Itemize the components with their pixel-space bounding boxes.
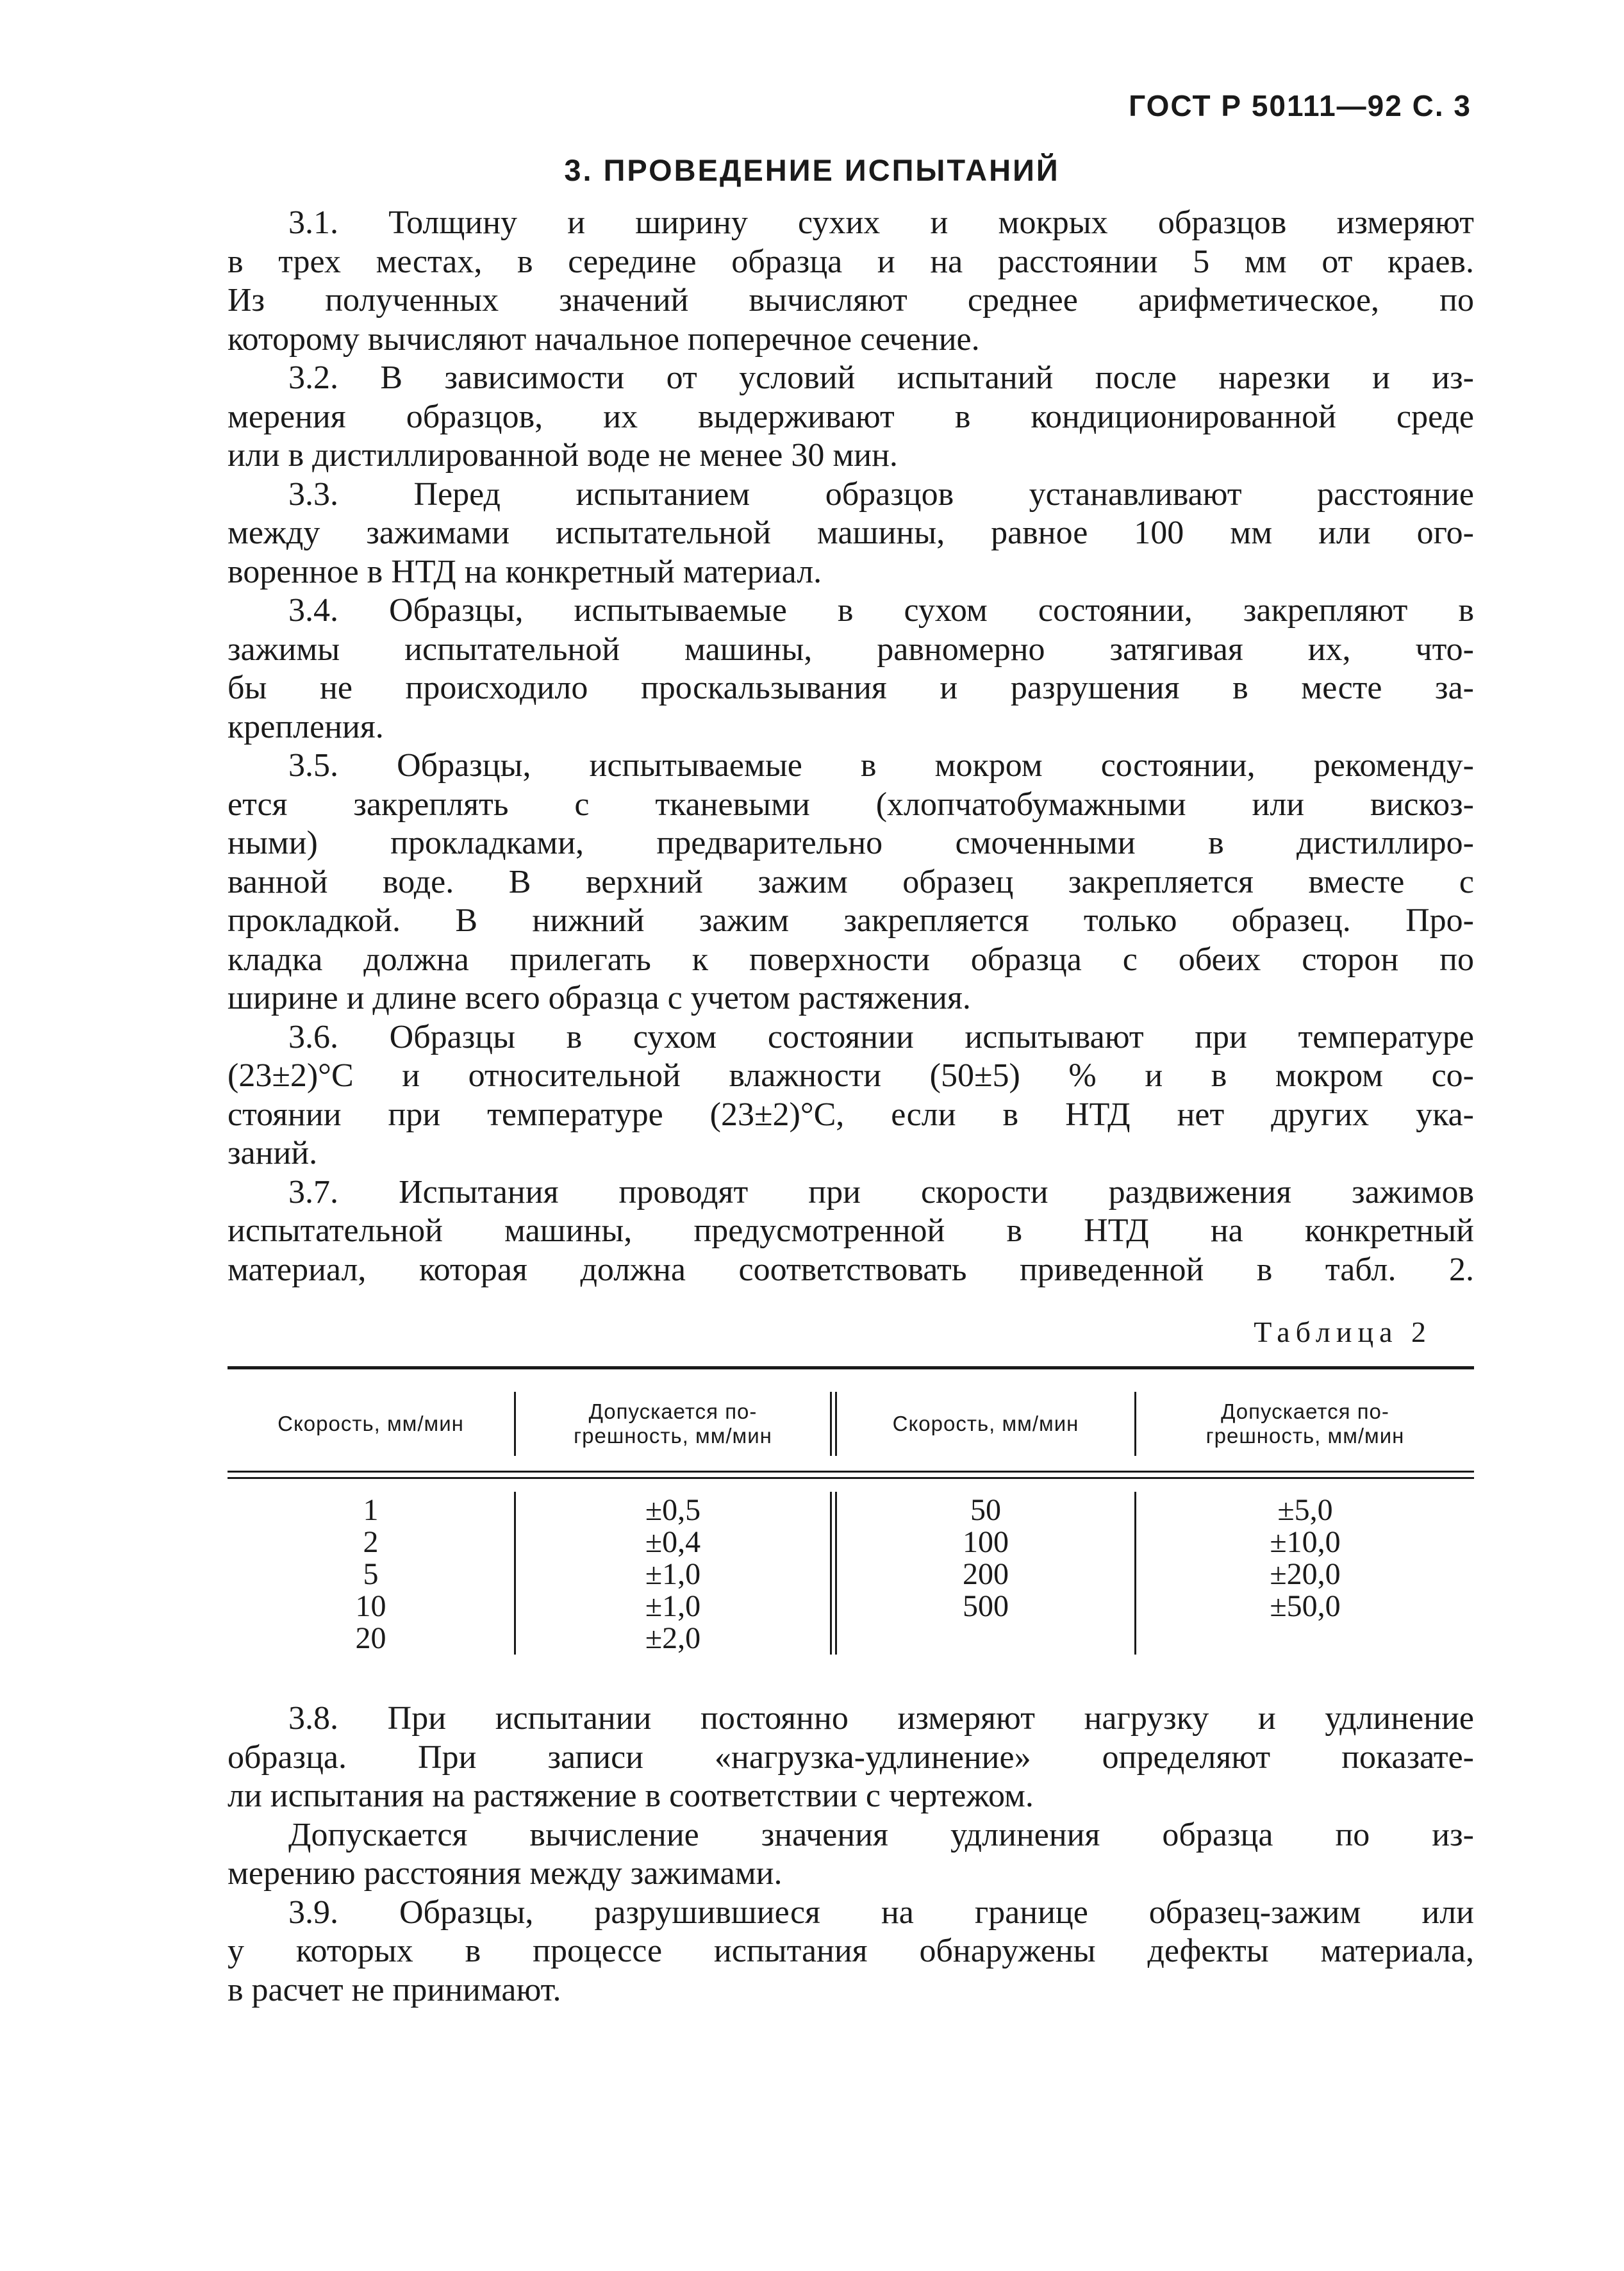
- paragraph-3-4-line: зажимы испытательной машины, равномерно затягивая их, что-: [228, 631, 1474, 668]
- table-cell: 10: [355, 1589, 386, 1623]
- table-cell: ±5,0: [1277, 1493, 1333, 1527]
- paragraph-3-9-line: в расчет не принимают.: [228, 1971, 561, 2008]
- paragraph-3-5-line: 3.5. Образцы, испытываемые в мокром состоянии, рекоменду-: [288, 747, 1474, 784]
- paragraph-3-1-line: Из полученных значений вычисляют среднее арифметическое, по: [228, 282, 1474, 318]
- table-header-rule: [228, 1471, 1474, 1473]
- paragraph-3-7-line: 3.7. Испытания проводят при скорости раздвижения зажимов: [288, 1173, 1474, 1210]
- paragraph-3-7-line: материал, которая должна соответствовать приведенной в табл. 2.: [228, 1251, 1474, 1288]
- paragraph-3-5-line: ными) прокладками, предварительно смоченными в дистиллиро-: [228, 825, 1474, 861]
- paragraph-3-3-line: между зажимами испытательной машины, равное 100 мм или ого-: [228, 515, 1474, 551]
- paragraph-3-2-line: мерения образцов, их выдерживают в кондиционированной среде: [228, 398, 1474, 435]
- paragraph-3-5-line: кладка должна прилегать к поверхности образца с обеих сторон по: [228, 941, 1474, 978]
- table-2: [228, 1366, 1474, 1679]
- table-header-speed: Скорость, мм/мин: [892, 1412, 1079, 1435]
- table-cell: ±0,4: [645, 1525, 701, 1559]
- paragraph-3-9-line: у которых в процессе испытания обнаружены дефекты материала,: [228, 1933, 1474, 1969]
- paragraph-3-6-line: (23±2)°С и относительной влажности (50±5) % и в мокром со-: [228, 1057, 1474, 1094]
- table-header-speed: Скорость, мм/мин: [278, 1412, 464, 1435]
- paragraph-3-5-line: ется закреплять с тканевыми (хлопчатобумажными или вискоз-: [228, 786, 1474, 823]
- paragraph-3-8-note-line: мерению расстояния между зажимами.: [228, 1855, 783, 1892]
- paragraph-3-6-line: стоянии при температуре (23±2)°С, если в НТД нет других ука-: [228, 1096, 1474, 1133]
- table-cell: ±10,0: [1270, 1525, 1341, 1559]
- paragraph-3-3-line: 3.3. Перед испытанием образцов устанавливают расстояние: [288, 475, 1474, 513]
- paragraph-3-6-line: заний.: [228, 1135, 318, 1171]
- table-cell: 2: [363, 1525, 379, 1559]
- table-column-tolerance-1: [516, 1494, 830, 1655]
- paragraph-3-8-line: 3.8. При испытании постоянно измеряют нагрузку и удлинение: [288, 1700, 1474, 1737]
- paragraph-3-8-line: ли испытания на растяжение в соответствии с чертежом.: [228, 1778, 1034, 1814]
- table-cell: 5: [363, 1557, 379, 1591]
- paragraph-3-6-line: 3.6. Образцы в сухом состоянии испытывают при температуре: [288, 1018, 1474, 1055]
- table-header-tolerance: Допускается по- грешность, мм/мин: [574, 1400, 772, 1448]
- table-cell: 100: [963, 1525, 1009, 1559]
- table-cell: ±50,0: [1270, 1589, 1341, 1623]
- table-top-rule: [228, 1366, 1474, 1369]
- paragraph-3-5-line: ширине и длине всего образца с учетом растяжения.: [228, 980, 971, 1016]
- table-cell: 1: [363, 1493, 379, 1527]
- table-cell: 200: [963, 1557, 1009, 1591]
- table-column-divider: [830, 1392, 832, 1456]
- paragraph-3-2-line: 3.2. В зависимости от условий испытаний после нарезки и из-: [288, 359, 1474, 396]
- paragraph-3-2-line: или в дистиллированной воде не менее 30 мин.: [228, 437, 898, 474]
- table-cell: ±20,0: [1270, 1557, 1341, 1591]
- table-cell: 500: [963, 1589, 1009, 1623]
- table-cell: ±1,0: [645, 1557, 701, 1591]
- paragraph-3-1-line: которому вычисляют начальное поперечное сечение.: [228, 320, 980, 358]
- paragraph-3-4-line: 3.4. Образцы, испытываемые в сухом состоянии, закрепляют в: [288, 592, 1474, 629]
- paragraph-3-8-line: образца. При записи «нагрузка-удлинение» определяют показате-: [228, 1738, 1474, 1776]
- body-text-after-table: [228, 1699, 1474, 2010]
- table-caption: Таблица 2: [1254, 1316, 1432, 1348]
- table-cell: 50: [970, 1493, 1001, 1527]
- paragraph-3-4-line: крепления.: [228, 708, 384, 745]
- table-column-speed-2: [837, 1494, 1134, 1623]
- paragraph-3-1-line: 3.1. Толщину и ширину сухих и мокрых образцов измеряют: [288, 204, 1474, 241]
- table-column-divider: [830, 1492, 832, 1655]
- table-header-tolerance: Допускается по- грешность, мм/мин: [1206, 1400, 1405, 1448]
- table-column-speed-1: [228, 1494, 514, 1655]
- body-text-before-table: [228, 204, 1474, 1289]
- paragraph-3-9-line: 3.9. Образцы, разрушившиеся на границе образец-зажим или: [288, 1894, 1474, 1931]
- section-title: 3. ПРОВЕДЕНИЕ ИСПЫТАНИЙ: [564, 153, 1060, 187]
- table-cell: ±0,5: [645, 1493, 701, 1527]
- paragraph-3-4-line: бы не происходило проскальзывания и разрушения в месте за-: [228, 670, 1474, 706]
- paragraph-3-8-note-line: Допускается вычисление значения удлинения образца по из-: [288, 1816, 1474, 1853]
- table-cell: ±2,0: [645, 1621, 701, 1655]
- paragraph-3-5-line: прокладкой. В нижний зажим закрепляется только образец. Про-: [228, 902, 1474, 939]
- table-cell: 20: [355, 1621, 386, 1655]
- document-header: ГОСТ Р 50111—92 С. 3: [1129, 89, 1471, 122]
- paragraph-3-7-line: испытательной машины, предусмотренной в НТД на конкретный: [228, 1212, 1474, 1249]
- paragraph-3-5-line: ванной воде. В верхний зажим образец закрепляется вместе с: [228, 863, 1474, 900]
- paragraph-3-1-line: в трех местах, в середине образца и на расстоянии 5 мм от краев.: [228, 243, 1474, 280]
- table-header-rule: [228, 1477, 1474, 1479]
- paragraph-3-3-line: воренное в НТД на конкретный материал.: [228, 553, 822, 590]
- table-column-tolerance-2: [1136, 1494, 1474, 1623]
- table-cell: ±1,0: [645, 1589, 701, 1623]
